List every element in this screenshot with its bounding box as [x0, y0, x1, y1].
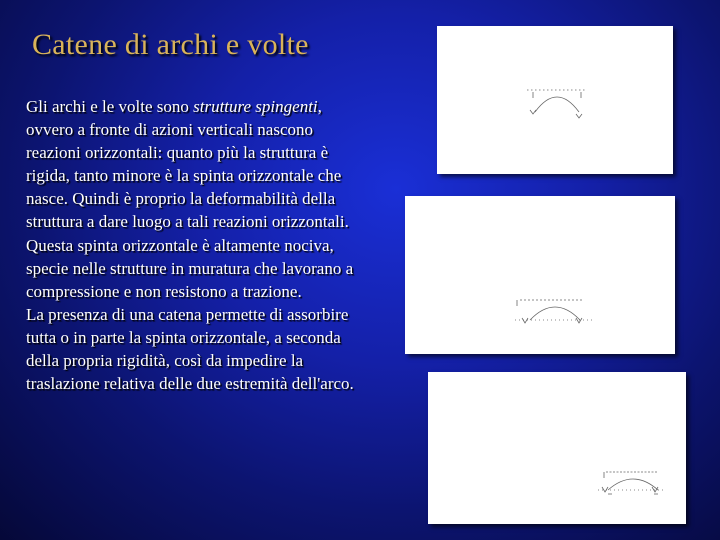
slide-title: Catene di archi e volte — [32, 28, 309, 61]
arch-diagram-1 — [437, 26, 673, 174]
body-paragraph — [26, 303, 371, 395]
body-text-segment: La presenza di una catena permette di assorbire tutta o in parte la spinta orizzontale, a seconda della propria rigidità, così da impedire la traslazione relativa delle due estremità dell'arco. — [26, 304, 354, 394]
arch-diagram-3 — [428, 372, 686, 524]
body-paragraph — [26, 234, 371, 303]
arch-icon — [428, 372, 686, 524]
arch-diagram-2 — [405, 196, 675, 354]
body-text — [26, 95, 371, 395]
arch-icon — [437, 26, 673, 174]
body-text-segment: , ovvero a fronte di azioni verticali nascono reazioni orizzontali: quanto più la struttura è rigida, tanto minore è la spinta orizzontale che nasce. Quindi è proprio la deformabilità della struttura a dare luogo a tali reazioni orizzontali. — [26, 97, 349, 232]
body-text-segment: Gli archi e le volte sono — [26, 97, 194, 116]
italic-text: strutture spingenti — [193, 97, 318, 116]
arch-icon — [405, 196, 675, 354]
body-paragraph — [26, 95, 371, 234]
body-text-segment: Questa spinta orizzontale è altamente nociva, specie nelle strutture in muratura che lavorano a compressione e non resistono a trazione. — [26, 235, 354, 301]
